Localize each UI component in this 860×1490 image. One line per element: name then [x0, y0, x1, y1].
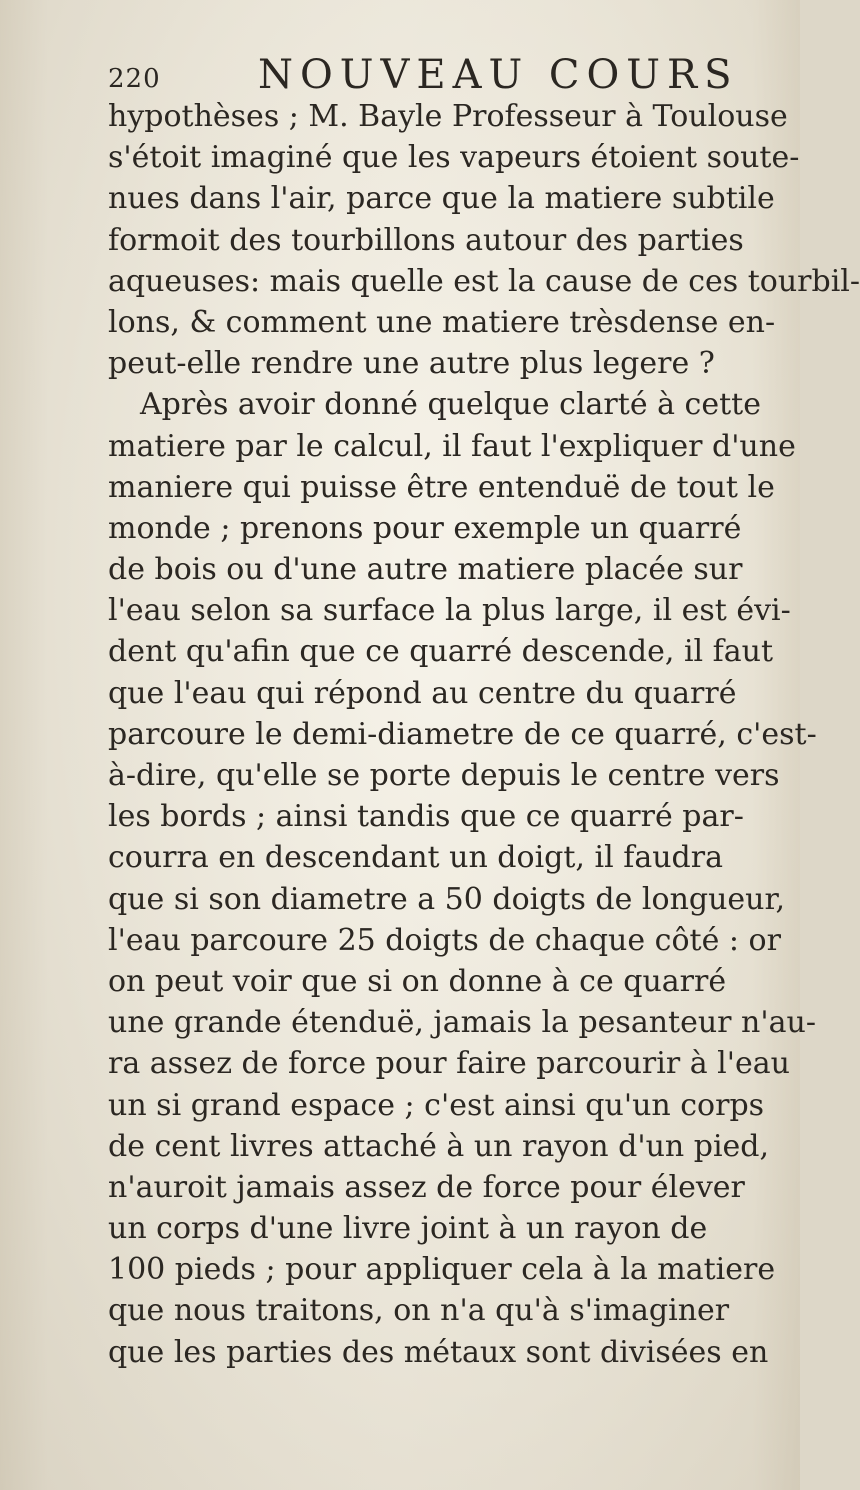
text-line: aqueuses: mais quelle est la cause de ces tourbil- — [108, 263, 860, 299]
paragraph-start-line: Après avoir donné quelque clarté à cette — [140, 387, 761, 423]
text-line: que les parties des métaux sont divisées en — [108, 1334, 769, 1370]
text-line: l'eau parcoure 25 doigts de chaque côté : or — [108, 922, 781, 958]
text-line: monde ; prenons pour exemple un quarré — [108, 510, 742, 546]
page-number: 220 — [108, 64, 161, 94]
text-line: un corps d'une livre joint à un rayon de — [108, 1211, 708, 1247]
text-line: hypothèses ; M. Bayle Professeur à Toulouse — [108, 99, 788, 134]
text-line: formoit des tourbillons autour des parties — [108, 222, 744, 258]
running-head: NOUVEAU COURS — [258, 52, 739, 98]
text-line: de cent livres attaché à un rayon d'un pied, — [108, 1128, 770, 1164]
text-line: parcoure le demi-diametre de ce quarré, c'est- — [108, 716, 817, 752]
text-line: un si grand espace ; c'est ainsi qu'un corps — [108, 1087, 765, 1123]
text-line: 100 pieds ; pour appliquer cela à la matiere — [108, 1252, 776, 1288]
text-line: à-dire, qu'elle se porte depuis le centre vers — [108, 758, 780, 793]
text-line: lons, & comment une matiere trèsdense en- — [108, 304, 776, 340]
text-line: dent qu'afin que ce quarré descende, il faut — [108, 634, 774, 670]
text-line: courra en descendant un doigt, il faudra — [108, 840, 723, 876]
text-line: que l'eau qui répond au centre du quarré — [108, 675, 737, 711]
text-line: que si son diametre a 50 doigts de longueur, — [108, 881, 786, 917]
text-line: de bois ou d'une autre matiere placée sur — [108, 552, 743, 588]
text-line: matiere par le calcul, il faut l'expliquer d'une — [108, 428, 796, 464]
text-line: ra assez de force pour faire parcourir à l'eau — [108, 1046, 790, 1082]
text-line: n'auroit jamais assez de force pour élever — [108, 1169, 745, 1205]
text-line: l'eau selon sa surface la plus large, il est évi- — [108, 593, 791, 629]
text-line: maniere qui puisse être entenduë de tout le — [108, 469, 775, 505]
body-text — [108, 96, 860, 1373]
text-line: une grande étenduë, jamais la pesanteur n'au- — [108, 1005, 816, 1041]
text-line: les bords ; ainsi tandis que ce quarré par- — [108, 799, 744, 835]
text-line: nues dans l'air, parce que la matiere subtile — [108, 181, 775, 217]
text-line: s'étoit imaginé que les vapeurs étoient soute- — [108, 140, 800, 176]
page-header — [108, 52, 739, 98]
text-line: que nous traitons, on n'a qu'à s'imaginer — [108, 1293, 730, 1329]
text-line: peut-elle rendre une autre plus legere ? — [108, 346, 715, 382]
text-line: on peut voir que si on donne à ce quarré — [108, 963, 727, 999]
